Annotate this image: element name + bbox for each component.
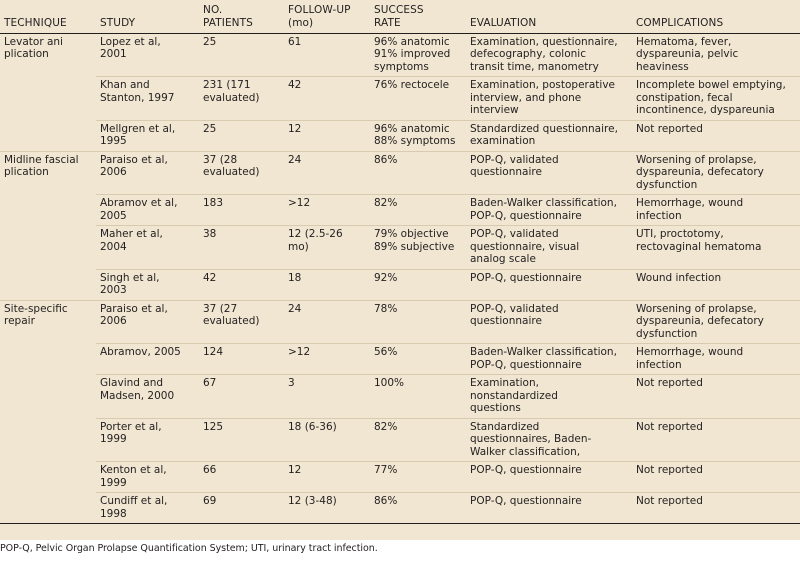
cell-technique bbox=[0, 77, 96, 121]
header-complications: COMPLICATIONS bbox=[632, 0, 800, 33]
cell-technique bbox=[0, 493, 96, 524]
cell-complications: Worsening of prolapse, dyspareunia, defecatory dysfunction bbox=[632, 151, 800, 195]
header-evaluation: EVALUATION bbox=[466, 0, 632, 33]
table-row bbox=[0, 120, 800, 151]
cell-technique: Levator ani plication bbox=[4, 35, 63, 60]
cell-study: Paraiso et al, 2006 bbox=[96, 151, 199, 195]
cell-technique bbox=[0, 269, 96, 300]
table-row bbox=[0, 300, 800, 344]
cell-followup: 61 bbox=[288, 35, 302, 48]
cell-technique bbox=[0, 226, 96, 270]
cell-followup: 12 bbox=[284, 120, 370, 151]
cell-followup: >12 bbox=[284, 195, 370, 226]
cell-evaluation: Examination, nonstandardized questions bbox=[466, 375, 632, 419]
cell-evaluation: Standardized questionnaire, examination bbox=[466, 120, 632, 151]
cell-study: Abramov, 2005 bbox=[96, 344, 199, 375]
cell-evaluation: Examination, postoperative interview, and phone interview bbox=[466, 77, 632, 121]
cell-patients: 124 bbox=[199, 344, 284, 375]
cell-technique bbox=[0, 462, 96, 493]
cell-study: Khan and Stanton, 1997 bbox=[96, 77, 199, 121]
cell-followup: 3 bbox=[284, 375, 370, 419]
cell-followup: 12 (2.5-26 mo) bbox=[284, 226, 370, 270]
cell-complications: Not reported bbox=[632, 120, 800, 151]
cell-evaluation: Examination, questionnaire, defecography, colonic transit time, manometry bbox=[470, 35, 618, 73]
cell-complications: Not reported bbox=[632, 375, 800, 419]
cell-complications: Hemorrhage, wound infection bbox=[632, 344, 800, 375]
cell-complications: UTI, proctotomy, rectovaginal hematoma bbox=[632, 226, 800, 270]
cell-technique: Site-specific repair bbox=[0, 300, 96, 344]
cell-study: Paraiso et al, 2006 bbox=[96, 300, 199, 344]
cell-patients: 67 bbox=[199, 375, 284, 419]
table-row bbox=[0, 195, 800, 226]
cell-followup: 24 bbox=[284, 151, 370, 195]
cell-success: 82% bbox=[370, 195, 466, 226]
table-footnote: POP-Q, Pelvic Organ Prolapse Quantification System; UTI, urinary tract infection. bbox=[0, 543, 378, 554]
cell-technique bbox=[0, 344, 96, 375]
cell-technique bbox=[0, 418, 96, 462]
cell-patients: 125 bbox=[199, 418, 284, 462]
header-row bbox=[0, 0, 800, 33]
cell-evaluation: POP-Q, questionnaire bbox=[466, 462, 632, 493]
cell-complications: Not reported bbox=[632, 418, 800, 462]
cell-success: 76% rectocele bbox=[370, 77, 466, 121]
cell-evaluation: POP-Q, validated questionnaire, visual analog scale bbox=[466, 226, 632, 270]
header-technique: TECHNIQUE bbox=[0, 0, 96, 33]
cell-study: Glavind and Madsen, 2000 bbox=[96, 375, 199, 419]
cell-complications: Hemorrhage, wound infection bbox=[632, 195, 800, 226]
cell-patients: 231 (171 evaluated) bbox=[199, 77, 284, 121]
cell-followup: >12 bbox=[284, 344, 370, 375]
table-row bbox=[0, 226, 800, 270]
cell-evaluation: POP-Q, questionnaire bbox=[466, 493, 632, 524]
cell-complications: Hematoma, fever, dyspareunia, pelvic heaviness bbox=[636, 35, 739, 73]
cell-evaluation: POP-Q, validated questionnaire bbox=[466, 151, 632, 195]
cell-patients: 38 bbox=[199, 226, 284, 270]
table-row bbox=[0, 418, 800, 462]
header-followup: FOLLOW-UP (mo) bbox=[284, 0, 370, 33]
cell-success: 100% bbox=[370, 375, 466, 419]
cell-study: Abramov et al, 2005 bbox=[96, 195, 199, 226]
cell-technique bbox=[0, 120, 96, 151]
cell-followup: 12 bbox=[284, 462, 370, 493]
cell-followup: 18 bbox=[284, 269, 370, 300]
cell-evaluation: POP-Q, questionnaire bbox=[466, 269, 632, 300]
cell-study: Maher et al, 2004 bbox=[96, 226, 199, 270]
cell-patients: 37 (27 evaluated) bbox=[199, 300, 284, 344]
cell-study: Porter et al, 1999 bbox=[96, 418, 199, 462]
cell-success: 78% bbox=[370, 300, 466, 344]
cell-complications: Wound infection bbox=[632, 269, 800, 300]
cell-success: 96% anatomic 91% improved symptoms bbox=[374, 35, 451, 73]
cell-technique bbox=[0, 375, 96, 419]
table-row bbox=[0, 77, 800, 121]
cell-success: 79% objective 89% subjective bbox=[370, 226, 466, 270]
cell-success: 96% anatomic 88% symptoms bbox=[370, 120, 466, 151]
cell-followup: 42 bbox=[284, 77, 370, 121]
cell-study: Kenton et al, 1999 bbox=[96, 462, 199, 493]
cell-study: Cundiff et al, 1998 bbox=[96, 493, 199, 524]
table-row bbox=[0, 375, 800, 419]
cell-success: 77% bbox=[370, 462, 466, 493]
cell-complications: Not reported bbox=[632, 462, 800, 493]
cell-patients: 37 (28 evaluated) bbox=[199, 151, 284, 195]
cell-study: Singh et al, 2003 bbox=[96, 269, 199, 300]
cell-patients: 25 bbox=[203, 35, 217, 48]
cell-patients: 183 bbox=[199, 195, 284, 226]
header-study: STUDY bbox=[96, 0, 199, 33]
header-patients: NO. PATIENTS bbox=[199, 0, 284, 33]
cell-technique bbox=[0, 195, 96, 226]
cell-evaluation: Standardized questionnaires, Baden- Walker classification, bbox=[466, 418, 632, 462]
cell-followup: 18 (6-36) bbox=[284, 418, 370, 462]
cell-patients: 25 bbox=[199, 120, 284, 151]
cell-success: 86% bbox=[370, 151, 466, 195]
table-row bbox=[0, 269, 800, 300]
cell-technique: Midline fascial plication bbox=[0, 151, 96, 195]
cell-evaluation: Baden-Walker classification, POP-Q, questionnaire bbox=[466, 344, 632, 375]
cell-patients: 69 bbox=[199, 493, 284, 524]
cell-complications: Not reported bbox=[632, 493, 800, 524]
cell-followup: 24 bbox=[284, 300, 370, 344]
cell-success: 92% bbox=[370, 269, 466, 300]
table-row bbox=[0, 151, 800, 195]
cell-evaluation: Baden-Walker classification, POP-Q, questionnaire bbox=[466, 195, 632, 226]
cell-study: Lopez et al, 2001 bbox=[100, 35, 161, 60]
table-row bbox=[0, 344, 800, 375]
cell-patients: 66 bbox=[199, 462, 284, 493]
cell-complications: Worsening of prolapse, dyspareunia, defecatory dysfunction bbox=[632, 300, 800, 344]
cell-success: 82% bbox=[370, 418, 466, 462]
table-row bbox=[0, 462, 800, 493]
cell-patients: 42 bbox=[199, 269, 284, 300]
cell-evaluation: POP-Q, validated questionnaire bbox=[466, 300, 632, 344]
cell-success: 56% bbox=[370, 344, 466, 375]
cell-followup: 12 (3-48) bbox=[284, 493, 370, 524]
table-row bbox=[0, 493, 800, 524]
cell-complications: Incomplete bowel emptying, constipation, fecal incontinence, dyspareunia bbox=[632, 77, 800, 121]
table-row bbox=[0, 33, 800, 77]
header-success: SUCCESS RATE bbox=[370, 0, 466, 33]
cell-success: 86% bbox=[370, 493, 466, 524]
cell-study: Mellgren et al, 1995 bbox=[96, 120, 199, 151]
